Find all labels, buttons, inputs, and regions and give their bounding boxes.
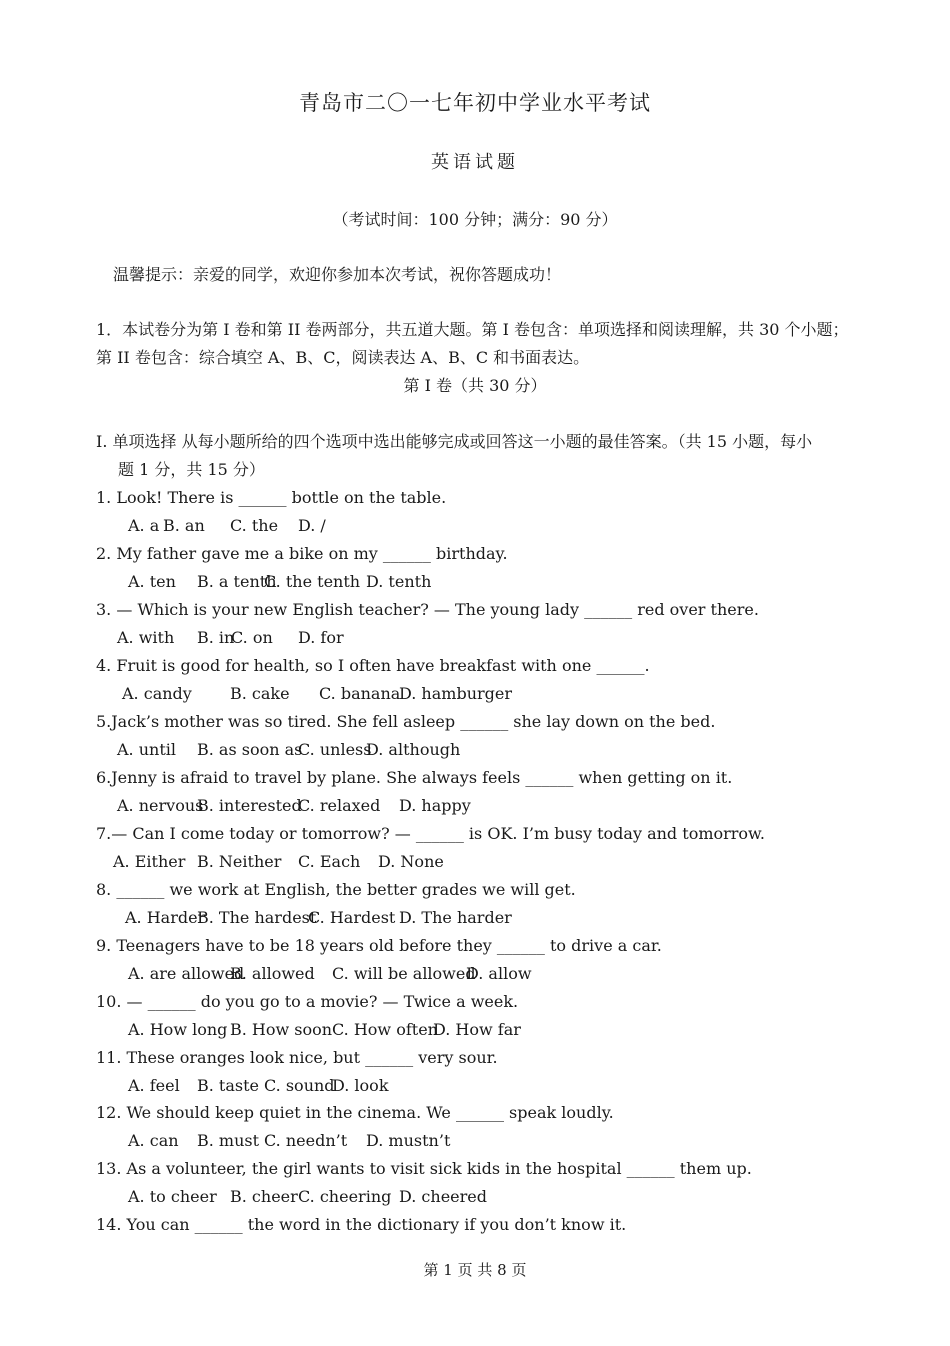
option-b: B. must xyxy=(197,1131,260,1150)
page-footer: 第 1 页 共 8 页 xyxy=(423,1261,527,1279)
option-a: A. Harder xyxy=(125,908,206,927)
option-b: B. a tenth xyxy=(197,572,277,591)
option-b: B. cheer xyxy=(230,1187,298,1206)
option-c: C. unless xyxy=(298,740,372,759)
option-c: C. Each xyxy=(298,852,361,871)
option-c: C. banana xyxy=(319,684,401,703)
option-b: B. allowed xyxy=(230,964,315,983)
option-a: A. are allowed xyxy=(128,964,245,983)
option-d: D. None xyxy=(378,852,444,871)
question-stem: 11. These oranges look nice, but ______ very sour. xyxy=(96,1048,498,1067)
option-d: D. allow xyxy=(466,964,532,983)
option-a: A. nervous xyxy=(117,796,204,815)
question-stem: 2. My father gave me a bike on my ______ birthday. xyxy=(96,544,508,563)
option-b: B. The hardest xyxy=(197,908,317,927)
option-c: C. will be allowed xyxy=(332,964,476,983)
option-b: B. taste xyxy=(197,1076,260,1095)
option-b: B. as soon as xyxy=(197,740,303,759)
section-heading-line-2: 题 1 分，共 15 分） xyxy=(118,460,265,479)
option-d: D. although xyxy=(366,740,461,759)
option-b: B. How soon xyxy=(230,1020,333,1039)
option-d: D. How far xyxy=(433,1020,521,1039)
option-c: C. needn’t xyxy=(264,1131,348,1150)
option-c: C. sound xyxy=(264,1076,335,1095)
question-stem: 5.Jack’s mother was so tired. She fell asleep ______ she lay down on the bed. xyxy=(96,712,716,731)
option-a: A. feel xyxy=(128,1076,180,1095)
option-c: C. on xyxy=(231,628,273,647)
option-d: D. The harder xyxy=(399,908,512,927)
part-heading: 第 I 卷（共 30 分） xyxy=(403,376,547,395)
option-a: A. Either xyxy=(113,852,186,871)
section-heading-line-1: I. 单项选择 从每小题所给的四个选项中选出能够完成或回答这一小题的最佳答案。（共 15 小题，每小 xyxy=(96,432,813,451)
exam-info: （考试时间：100 分钟；满分：90 分） xyxy=(332,210,618,229)
option-d: D. mustn’t xyxy=(366,1131,451,1150)
option-c: C. relaxed xyxy=(298,796,381,815)
option-b: B. in xyxy=(197,628,235,647)
option-a: A. to cheer xyxy=(128,1187,217,1206)
question-stem: 4. Fruit is good for health, so I often have breakfast with one ______. xyxy=(96,656,650,675)
question-stem: 13. As a volunteer, the girl wants to visit sick kids in the hospital ______ them up. xyxy=(96,1159,752,1178)
option-c: C. cheering xyxy=(298,1187,392,1206)
question-stem: 10. — ______ do you go to a movie? — Twice a week. xyxy=(96,992,519,1011)
option-d: D. / xyxy=(298,516,326,535)
option-a: A. ten xyxy=(128,572,176,591)
option-a: A. a xyxy=(128,516,160,535)
option-d: D. tenth xyxy=(366,572,432,591)
page-title: 青岛市二〇一七年初中学业水平考试 xyxy=(299,91,651,115)
option-c: C. How often xyxy=(332,1020,438,1039)
question-stem: 6.Jenny is afraid to travel by plane. She always feels ______ when getting on it. xyxy=(96,768,733,787)
option-c: C. the tenth xyxy=(264,572,361,591)
option-a: A. can xyxy=(128,1131,179,1150)
option-d: D. look xyxy=(332,1076,389,1095)
option-b: B. interested xyxy=(197,796,302,815)
option-d: D. for xyxy=(298,628,344,647)
option-d: D. hamburger xyxy=(399,684,512,703)
instruction-note-line-1: 1．本试卷分为第 I 卷和第 II 卷两部分，共五道大题。第 I 卷包含：单项选择和阅读理解，共 30 个小题； xyxy=(96,320,849,339)
question-stem: 7.— Can I come today or tomorrow? — ______ is OK. I’m busy today and tomorrow. xyxy=(96,824,765,843)
option-d: D. happy xyxy=(399,796,471,815)
option-c: C. Hardest xyxy=(308,908,396,927)
instruction-note-line-2: 第 II 卷包含：综合填空 A、B、C，阅读表达 A、B、C 和书面表达。 xyxy=(96,348,590,367)
option-a: A. candy xyxy=(122,684,192,703)
question-stem: 9. Teenagers have to be 18 years old before they ______ to drive a car. xyxy=(96,936,662,955)
question-stem: 8. ______ we work at English, the better grades we will get. xyxy=(96,880,576,899)
option-c: C. the xyxy=(230,516,279,535)
option-a: A. until xyxy=(117,740,176,759)
option-b: B. cake xyxy=(230,684,290,703)
option-a: A. How long xyxy=(128,1020,228,1039)
question-stem: 14. You can ______ the word in the dictionary if you don’t know it. xyxy=(96,1215,627,1234)
question-stem: 12. We should keep quiet in the cinema. We ______ speak loudly. xyxy=(96,1103,614,1122)
option-b: B. an xyxy=(163,516,205,535)
page-subtitle: 英语试题 xyxy=(431,152,519,173)
option-a: A. with xyxy=(117,628,175,647)
option-b: B. Neither xyxy=(197,852,282,871)
warm-tip: 温馨提示：亲爱的同学，欢迎你参加本次考试，祝你答题成功！ xyxy=(113,265,562,284)
option-d: D. cheered xyxy=(399,1187,487,1206)
question-stem: 3. — Which is your new English teacher? — The young lady ______ red over there. xyxy=(96,600,759,619)
question-stem: 1. Look! There is ______ bottle on the table. xyxy=(96,488,447,507)
